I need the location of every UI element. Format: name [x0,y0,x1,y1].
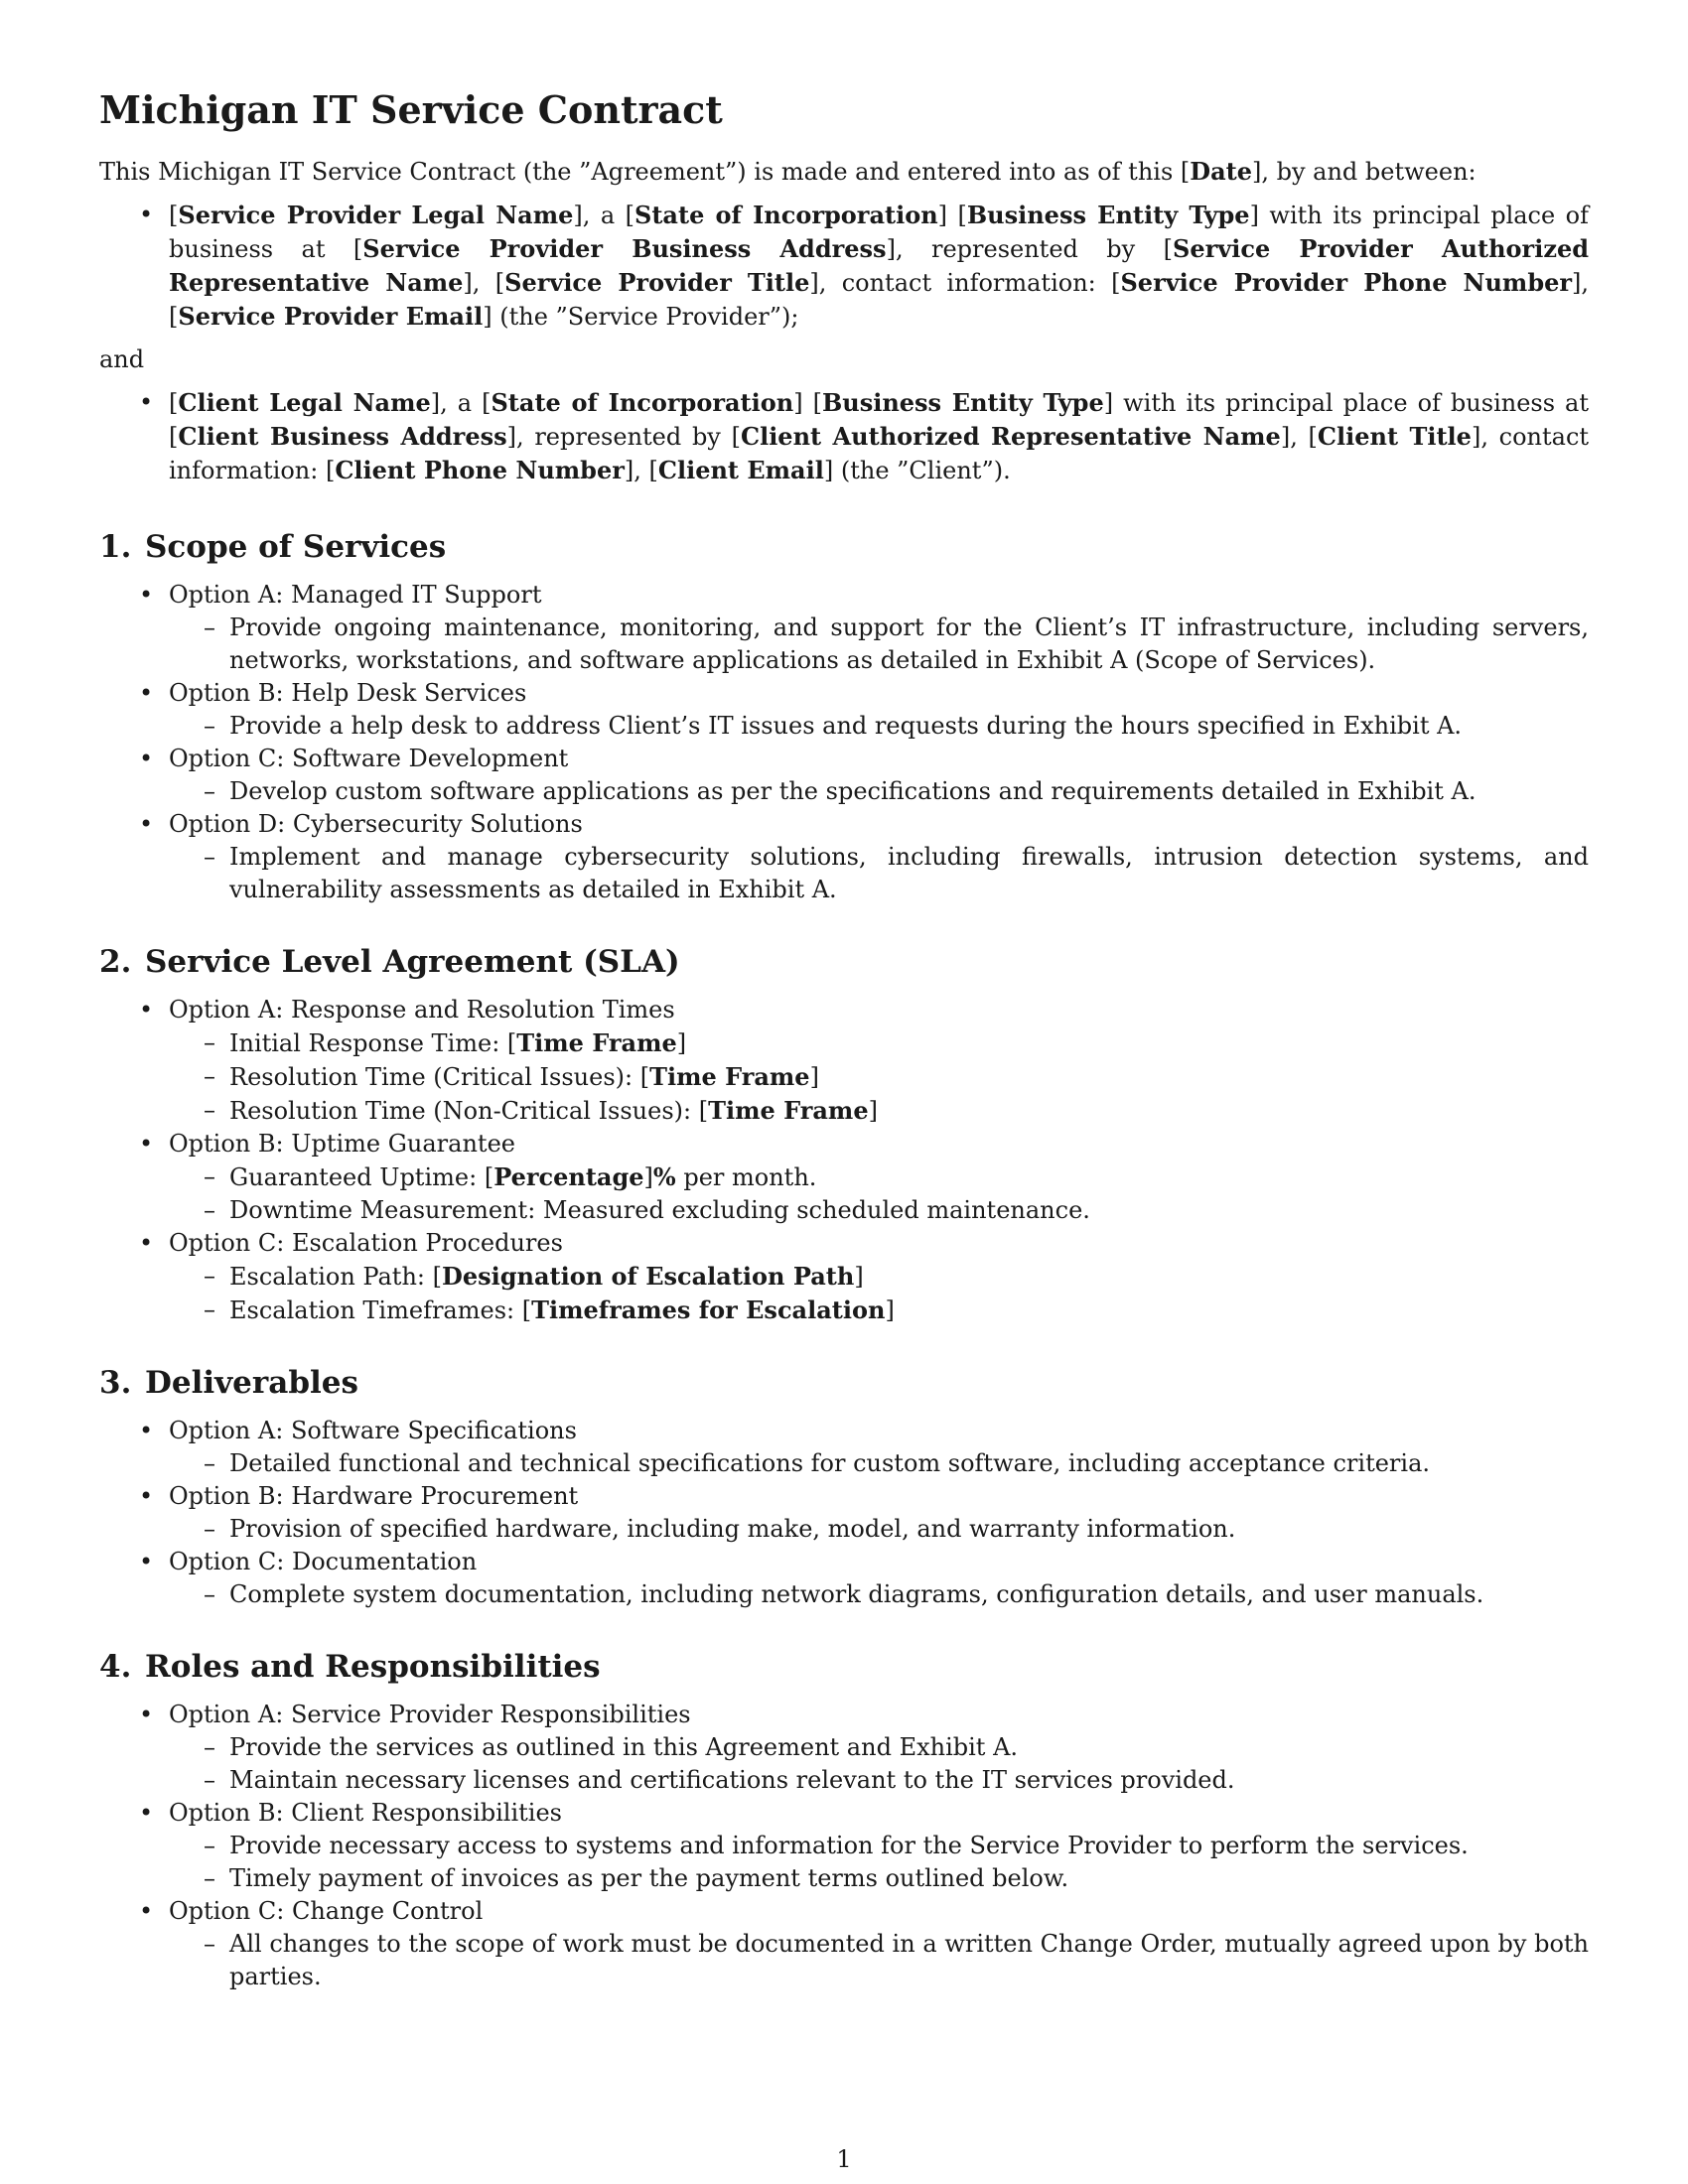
sub-item: – Resolution Time (Non-Critical Issues): [Time Frame] [169,1094,1589,1128]
option-item [99,1699,1589,1797]
party-connector: , a [582,202,626,229]
client-entity: Business Entity Type [821,388,1104,417]
sub-item: – Provide the services as outlined in this Agreement and Exhibit A. [169,1731,1589,1764]
party-connector: , represented by [516,423,732,451]
field-label: Resolution Time (Non-Critical Issues): [229,1097,699,1125]
option-label: Option B: Help Desk Services [169,679,527,707]
field-suffix: per month. [675,1163,817,1191]
option-label: Option B: Client Responsibilities [169,1799,562,1827]
intro-paragraph [99,155,1589,189]
option-label: Option A: Managed IT Support [169,581,542,609]
sub-list [169,1928,1589,1993]
sub-item: – Detailed functional and technical specifications for custom software, including acceptance criteria. [169,1447,1589,1480]
option-list [99,1415,1589,1611]
section-title: Service Level Agreement (SLA) [145,944,680,980]
option-item [99,1480,1589,1546]
sub-list [169,1513,1589,1546]
section-number: 2. [99,944,132,980]
section-heading [99,1363,1589,1403]
sub-list [169,710,1589,743]
party-connector: (the ” [492,303,568,331]
section-title: Deliverables [145,1365,358,1401]
option-list [99,994,1589,1327]
sub-list [169,1026,1589,1128]
option-label: Option A: Service Provider Responsibilities [169,1701,691,1728]
client-address: Client Business Address [178,422,507,451]
client-state: State of Incorporation [491,388,794,417]
client-ref: Client [909,457,982,484]
client-email: Client Email [657,456,824,484]
provider-rep-name: Service Provider Authorized Representative Name [169,234,1589,297]
client-phone: Client Phone Number [335,456,625,484]
option-item [99,1128,1589,1227]
section-roles-responsibilities [99,1647,1589,1993]
option-item [99,1546,1589,1611]
option-list [99,579,1589,906]
option-item [99,677,1589,743]
document-page [99,87,1589,1993]
section-number: 4. [99,1649,132,1685]
field-label: Escalation Timeframes: [229,1297,522,1324]
field-placeholder: Timeframes for Escalation [531,1296,886,1324]
section-heading [99,942,1589,982]
provider-party: • [Service Provider Legal Name], a [State of Incorporation] [Business Entity Type] with its principal place of business at [Service Provider Business Address], represented by [Service Provider Authorized Representative Name], [Service Provider Title], contact information: [Service Provider Phone Number], [Service Provider Email] (the ”Service Provider”); [99,199,1589,334]
provider-ref: Service Provider [567,303,770,331]
sub-item: – Provide ongoing maintenance, monitoring, and support for the Client’s IT infrastructure, including servers, networks, workstations, and software applications as detailed in Exhibit A (Scope of Services). [169,612,1589,677]
intro-text-end: ], by and between: [1251,158,1477,186]
provider-party-list [99,199,1589,334]
sub-list [169,775,1589,808]
party-connector: , contact information: [169,423,1590,484]
option-label: Option B: Uptime Guarantee [169,1130,515,1158]
sub-list [169,612,1589,677]
option-label: Option B: Hardware Procurement [169,1482,579,1510]
provider-legal-name: Service Provider Legal Name [178,201,574,229]
sub-item: – Maintain necessary licenses and certifications relevant to the IT services provided. [169,1764,1589,1797]
option-label: Option C: Change Control [169,1897,484,1925]
sub-item: – Guaranteed Uptime: [Percentage]% per month. [169,1160,1589,1194]
sub-list [169,1830,1589,1895]
section-scope-of-services [99,527,1589,906]
field-placeholder: Percentage [493,1162,644,1191]
section-sla [99,942,1589,1327]
sub-item: – Provide a help desk to address Client’s IT issues and requests during the hours specified in Exhibit A. [169,710,1589,743]
option-item [99,808,1589,906]
client-party-list [99,386,1589,487]
provider-email: Service Provider Email [178,302,484,331]
section-heading [99,527,1589,567]
sub-item: – Escalation Timeframes: [Timeframes for Escalation] [169,1294,1589,1327]
field-placeholder: Time Frame [649,1062,810,1091]
section-heading [99,1647,1589,1687]
date-placeholder: Date [1190,157,1252,186]
and-text: and [99,345,145,373]
option-label: Option C: Software Development [169,745,569,772]
sub-item: – Provision of specified hardware, including make, model, and warranty information. [169,1513,1589,1546]
field-placeholder: Time Frame [516,1028,677,1057]
option-label: Option A: Response and Resolution Times [169,996,675,1024]
section-title: Scope of Services [145,529,447,565]
sub-list [169,841,1589,906]
sub-item: – Timely payment of invoices as per the payment terms outlined below. [169,1862,1589,1895]
provider-address: Service Provider Business Address [362,234,887,263]
sub-item: – Initial Response Time: [Time Frame] [169,1026,1589,1060]
field-label: Escalation Path: [229,1263,433,1291]
option-item [99,1415,1589,1480]
option-item [99,1895,1589,1993]
party-connector: with its principal place of business at [169,202,1590,263]
sub-item: – Escalation Path: [Designation of Escalation Path] [169,1260,1589,1294]
option-label: Option C: Escalation Procedures [169,1229,563,1257]
document-title: Michigan IT Service Contract [99,87,723,132]
intro-text-start: This Michigan IT Service Contract (the ”Agreement”) is made and entered into as of this [ [99,158,1191,186]
field-label: Initial Response Time: [229,1029,507,1057]
provider-phone: Service Provider Phone Number [1120,268,1573,297]
option-item [99,994,1589,1128]
percent-sign: % [652,1162,676,1191]
sub-item: – Provide necessary access to systems and information for the Service Provider to perform the services. [169,1830,1589,1862]
option-item [99,1797,1589,1895]
sub-item: – Resolution Time (Critical Issues): [Time Frame] [169,1060,1589,1094]
field-placeholder: Time Frame [708,1096,869,1125]
sub-item: – Complete system documentation, including network diagrams, configuration details, and user manuals. [169,1578,1589,1611]
option-label: Option D: Cybersecurity Solutions [169,810,583,838]
sub-list [169,1731,1589,1797]
sub-item: – Downtime Measurement: Measured excluding scheduled maintenance. [169,1194,1589,1227]
sub-item: – Develop custom software applications as per the specifications and requirements detailed in Exhibit A. [169,775,1589,808]
party-connector: , a [440,389,483,417]
sub-list [169,1578,1589,1611]
sub-list [169,1160,1589,1227]
sub-item: – Implement and manage cybersecurity solutions, including firewalls, intrusion detection systems, and vulnerability assessments as detailed in Exhibit A. [169,841,1589,906]
sub-list [169,1260,1589,1327]
field-placeholder: Designation of Escalation Path [442,1262,855,1291]
client-party: • [Client Legal Name], a [State of Incorporation] [Business Entity Type] with its principal place of business at [Client Business Address], represented by [Client Authorized Representative Name], [Client Title], contact information: [Client Phone Number], [Client Email] (the ”Client”). [99,386,1589,487]
client-rep-name: Client Authorized Representative Name [740,422,1281,451]
sub-list [169,1447,1589,1480]
provider-title: Service Provider Title [504,268,810,297]
option-label: Option A: Software Specifications [169,1417,577,1444]
option-item [99,743,1589,808]
provider-state: State of Incorporation [634,201,938,229]
section-title: Roles and Responsibilities [145,1649,601,1685]
option-label: Option C: Documentation [169,1548,478,1575]
section-deliverables [99,1363,1589,1611]
section-number: 3. [99,1365,132,1401]
party-connector: , contact information: [818,269,1112,297]
client-legal-name: Client Legal Name [178,388,431,417]
field-label: Guaranteed Uptime: [229,1163,485,1191]
party-connector: (the ” [833,457,910,484]
provider-entity: Business Entity Type [966,201,1250,229]
client-title: Client Title [1317,422,1472,451]
party-connector: with its principal place of business at [1113,389,1590,417]
page-number: 1 [836,2145,852,2173]
option-item [99,579,1589,677]
field-label: Resolution Time (Critical Issues): [229,1063,640,1091]
party-connector: , represented by [895,235,1164,263]
section-number: 1. [99,529,132,565]
option-list [99,1699,1589,1993]
sub-item: – All changes to the scope of work must be documented in a written Change Order, mutually agreed upon by both parties. [169,1928,1589,1993]
option-item [99,1227,1589,1327]
